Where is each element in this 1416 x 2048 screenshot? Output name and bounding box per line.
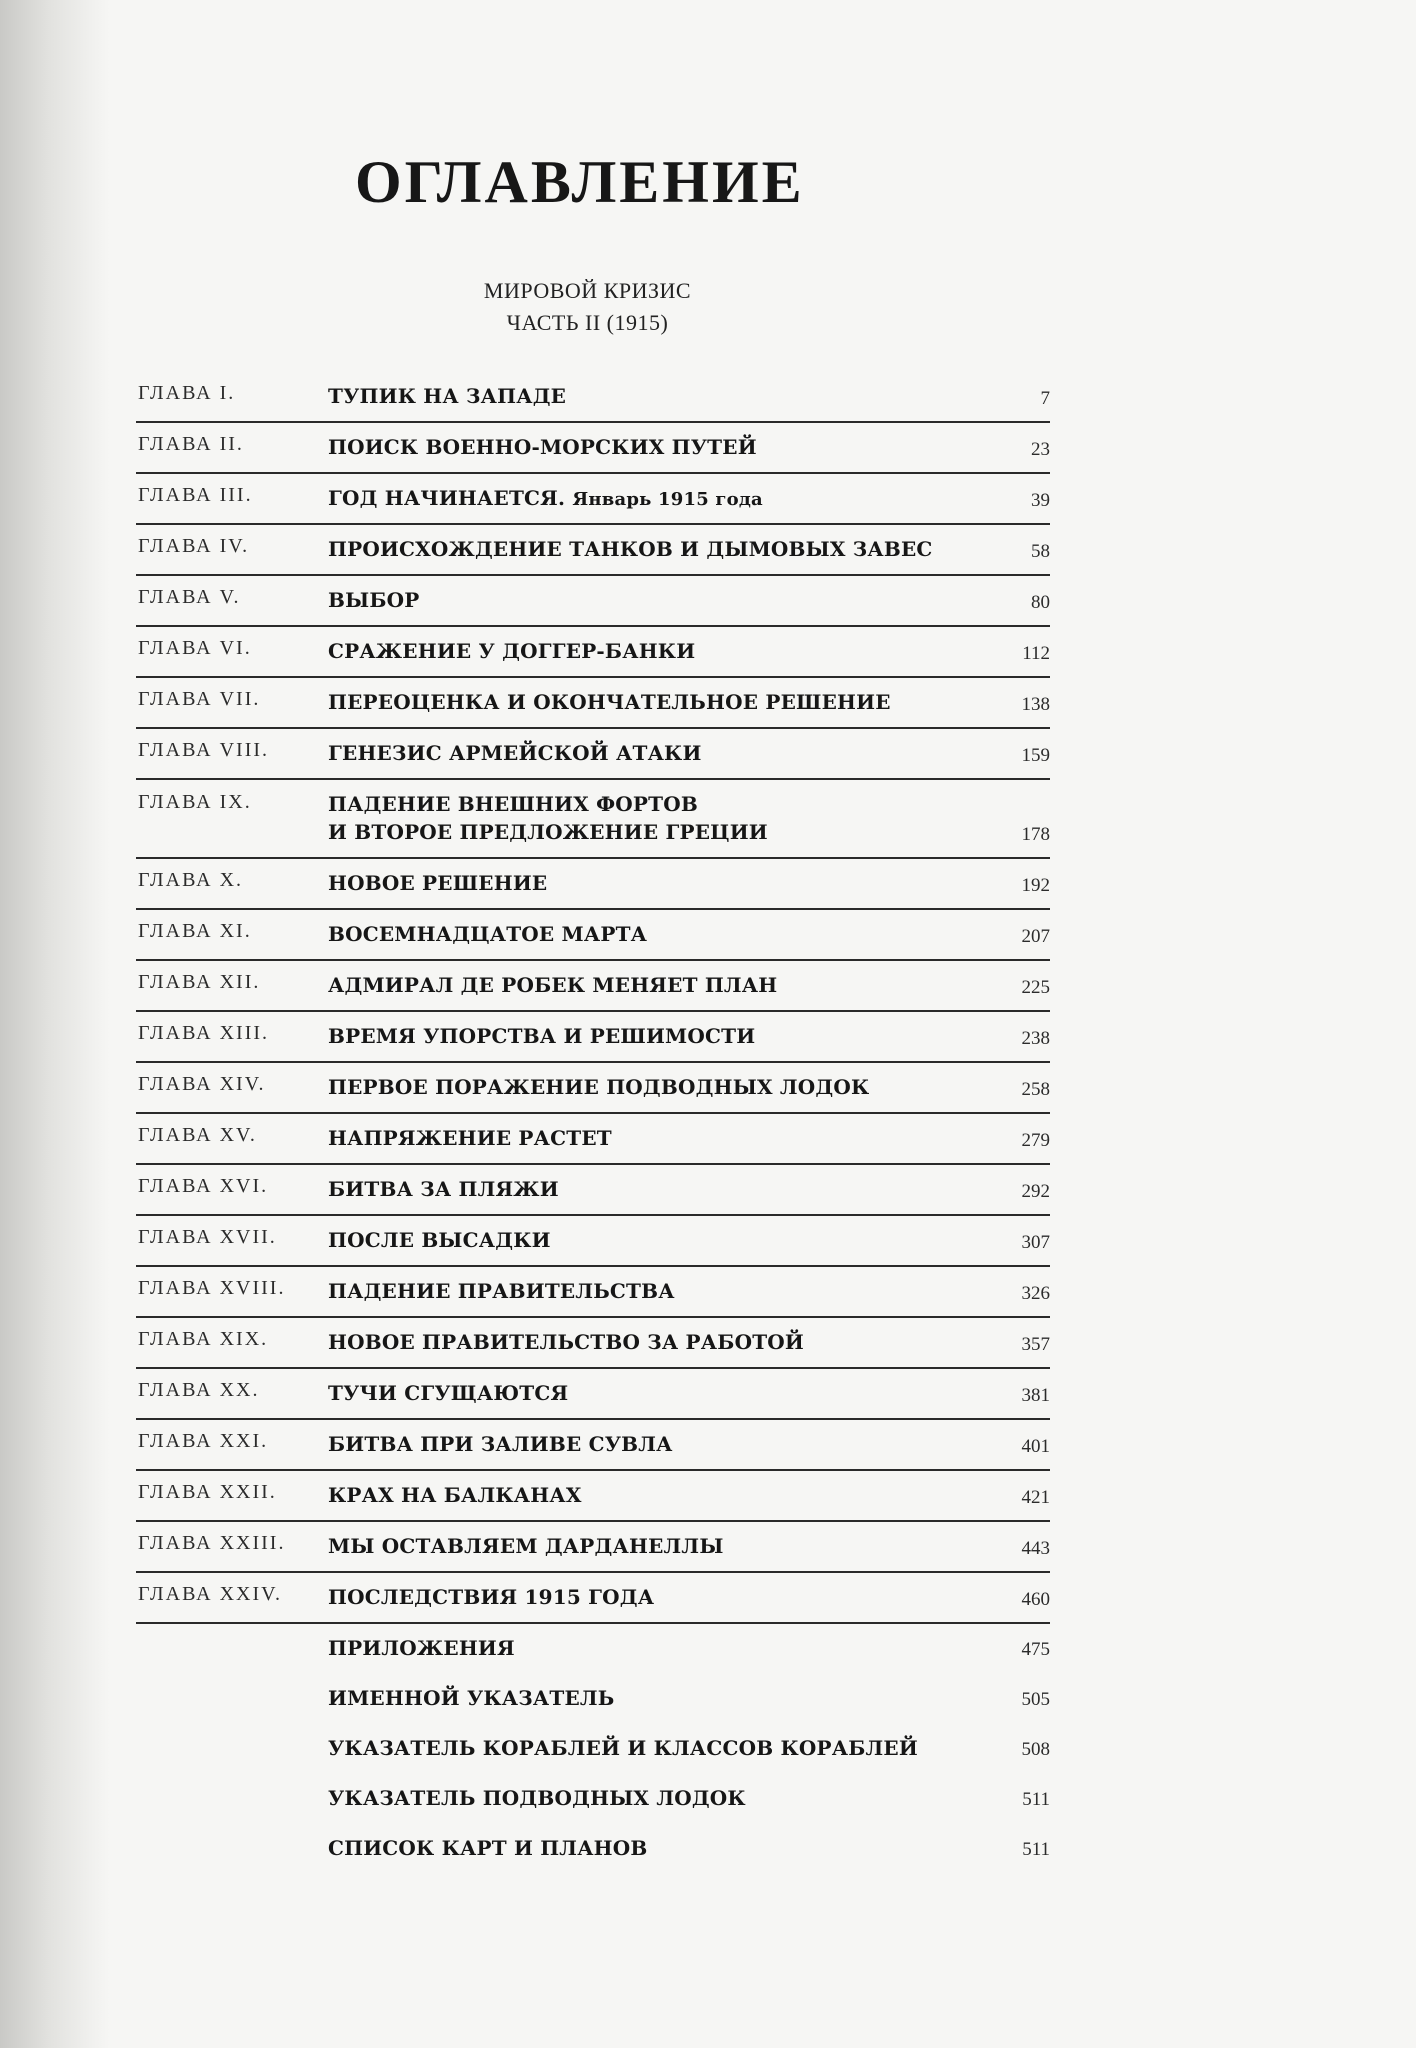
chapter-label: ГЛАВА XVIII. [138,1277,286,1299]
chapter-title: КРАХ НА БАЛКАНАХ [328,1483,582,1507]
chapter-title: ТУПИК НА ЗАПАДЕ [328,384,567,408]
appendix-title: УКАЗАТЕЛЬ КОРАБЛЕЙ И КЛАССОВ КОРАБЛЕЙ [328,1736,918,1760]
chapter-label: ГЛАВА XI. [138,920,252,942]
toc-entry [136,1012,1050,1063]
toc-entry [136,678,1050,729]
page-number: 80 [1031,592,1050,613]
page-number: 207 [1021,926,1050,947]
appendix-label-spacer [136,1724,328,1746]
chapter-label: ГЛАВА I. [138,382,236,404]
chapter-title: ПЕРВОЕ ПОРАЖЕНИЕ ПОДВОДНЫХ ЛОДОК [328,1075,870,1099]
page-number: 475 [1021,1639,1050,1660]
chapter-label: ГЛАВА VI. [138,637,252,659]
toc-entry [136,1369,1050,1420]
page-number: 511 [1022,1789,1050,1810]
chapter-label: ГЛАВА X. [138,869,244,891]
chapter-title: ПАДЕНИЕ ПРАВИТЕЛЬСТВА [328,1279,675,1303]
toc-entry [136,1573,1050,1624]
chapter-title [328,474,980,526]
page-number: 357 [1021,1334,1050,1355]
page-number: 238 [1021,1028,1050,1049]
chapter-title: ПЕРЕОЦЕНКА И ОКОНЧАТЕЛЬНОЕ РЕШЕНИЕ [328,690,891,714]
chapter-title-date: Январь 1915 года [572,489,763,510]
chapter-label: ГЛАВА III. [138,484,253,506]
page-number: 258 [1021,1079,1050,1100]
toc-appendix-entry [136,1774,1050,1824]
appendix-label-spacer [136,1674,328,1696]
chapter-label: ГЛАВА VII. [138,688,261,710]
chapter-title: НОВОЕ ПРАВИТЕЛЬСТВО ЗА РАБОТОЙ [328,1330,804,1354]
page-number: 505 [1021,1689,1050,1710]
page-number: 7 [1040,388,1050,409]
chapter-title [328,780,980,858]
part-subtitle: ЧАСТЬ II (1915) [506,310,669,335]
toc-entry [136,1267,1050,1318]
chapter-label: ГЛАВА XVII. [138,1226,277,1248]
chapter-label: ГЛАВА IX. [138,791,252,813]
chapter-label: ГЛАВА XIII. [138,1022,270,1044]
toc-entry [136,910,1050,961]
toc-appendix-entry [136,1624,1050,1674]
chapter-title: ПРОИСХОЖДЕНИЕ ТАНКОВ И ДЫМОВЫХ ЗАВЕС [328,537,933,561]
page-number: 443 [1021,1538,1050,1559]
page-number: 421 [1021,1487,1050,1508]
chapter-title: БИТВА ПРИ ЗАЛИВЕ СУВЛА [328,1432,673,1456]
page-number: 508 [1021,1739,1050,1760]
chapter-title: ПОСЛЕ ВЫСАДКИ [328,1228,551,1252]
chapter-title: ВРЕМЯ УПОРСТВА И РЕШИМОСТИ [328,1024,756,1048]
chapter-title: ВОСЕМНАДЦАТОЕ МАРТА [328,922,648,946]
toc-appendix-entry [136,1724,1050,1774]
part-title: МИРОВОЙ КРИЗИС [483,278,692,303]
toc-entry [136,1063,1050,1114]
chapter-label: ГЛАВА XIX. [138,1328,269,1350]
page-number: 23 [1031,439,1050,460]
toc-appendix-entry [136,1824,1050,1874]
toc-entry [136,1216,1050,1267]
toc-entry [136,525,1050,576]
chapter-label: ГЛАВА XV. [138,1124,257,1146]
chapter-title: НАПРЯЖЕНИЕ РАСТЕТ [328,1126,612,1150]
toc-entry [136,961,1050,1012]
chapter-title-line-1: ПАДЕНИЕ ВНЕШНИХ ФОРТОВ [328,792,698,816]
chapter-label: ГЛАВА XIV. [138,1073,266,1095]
chapter-label: ГЛАВА IV. [138,535,250,557]
chapter-title: МЫ ОСТАВЛЯЕМ ДАРДАНЕЛЛЫ [328,1534,724,1558]
page-number: 159 [1021,745,1050,766]
toc-entry [136,576,1050,627]
chapter-title: БИТВА ЗА ПЛЯЖИ [328,1177,559,1201]
appendix-title: ПРИЛОЖЕНИЯ [328,1636,515,1660]
chapter-title-line-2: И ВТОРОЕ ПРЕДЛОЖЕНИЕ ГРЕЦИИ [328,820,768,844]
page-number: 112 [1022,643,1050,664]
appendix-label-spacer [136,1624,328,1646]
appendix-title: ИМЕННОЙ УКАЗАТЕЛЬ [328,1686,615,1710]
toc-entry [136,1420,1050,1471]
toc-entry [136,1318,1050,1369]
chapter-label: ГЛАВА XII. [138,971,261,993]
chapter-title: ПОСЛЕДСТВИЯ 1915 ГОДА [328,1585,655,1609]
chapter-title: АДМИРАЛ ДЕ РОБЕК МЕНЯЕТ ПЛАН [328,973,778,997]
chapter-title: НОВОЕ РЕШЕНИЕ [328,871,548,895]
chapter-label: ГЛАВА XXII. [138,1481,277,1503]
toc-entry [136,859,1050,910]
page-number: 326 [1021,1283,1050,1304]
page-number: 401 [1021,1436,1050,1457]
toc-entry [136,1471,1050,1522]
appendix-title: УКАЗАТЕЛЬ ПОДВОДНЫХ ЛОДОК [328,1786,746,1810]
toc-entry [136,1114,1050,1165]
page-number: 460 [1021,1589,1050,1610]
chapter-title-main: ГОД НАЧИНАЕТСЯ. [328,486,566,510]
page-number: 279 [1021,1130,1050,1151]
chapter-label: ГЛАВА XXIII. [138,1532,286,1554]
page-number: 58 [1031,541,1050,562]
chapter-label: ГЛАВА XVI. [138,1175,269,1197]
page-number: 511 [1022,1839,1050,1860]
page-number: 292 [1021,1181,1050,1202]
chapter-label: ГЛАВА XXI. [138,1430,269,1452]
toc-entry [136,627,1050,678]
toc-entry [136,474,1050,525]
table-of-contents [136,372,1050,1874]
toc-entry [136,1165,1050,1216]
page-number: 307 [1021,1232,1050,1253]
page-number: 178 [1021,824,1050,845]
chapter-title: ТУЧИ СГУЩАЮТСЯ [328,1381,569,1405]
toc-appendix-entry [136,1674,1050,1724]
page-number: 39 [1031,490,1050,511]
page-number: 138 [1021,694,1050,715]
chapter-label: ГЛАВА XX. [138,1379,260,1401]
appendix-label-spacer [136,1774,328,1796]
toc-entry [136,1522,1050,1573]
page-number: 192 [1021,875,1050,896]
toc-entry [136,780,1050,859]
chapter-title: ВЫБОР [328,588,420,612]
chapter-title: ПОИСК ВОЕННО-МОРСКИХ ПУТЕЙ [328,435,757,459]
chapter-title: СРАЖЕНИЕ У ДОГГЕР-БАНКИ [328,639,696,663]
page-title: ОГЛАВЛЕНИЕ [355,149,805,215]
toc-entry [136,372,1050,423]
chapter-label: ГЛАВА XXIV. [138,1583,283,1605]
chapter-label: ГЛАВА II. [138,433,244,455]
toc-entry [136,423,1050,474]
chapter-label: ГЛАВА V. [138,586,241,608]
toc-entry [136,729,1050,780]
appendix-label-spacer [136,1824,328,1846]
appendix-title: СПИСОК КАРТ И ПЛАНОВ [328,1836,648,1860]
page-number: 225 [1021,977,1050,998]
chapter-title: ГЕНЕЗИС АРМЕЙСКОЙ АТАКИ [328,741,702,765]
page-number: 381 [1021,1385,1050,1406]
chapter-label: ГЛАВА VIII. [138,739,270,761]
